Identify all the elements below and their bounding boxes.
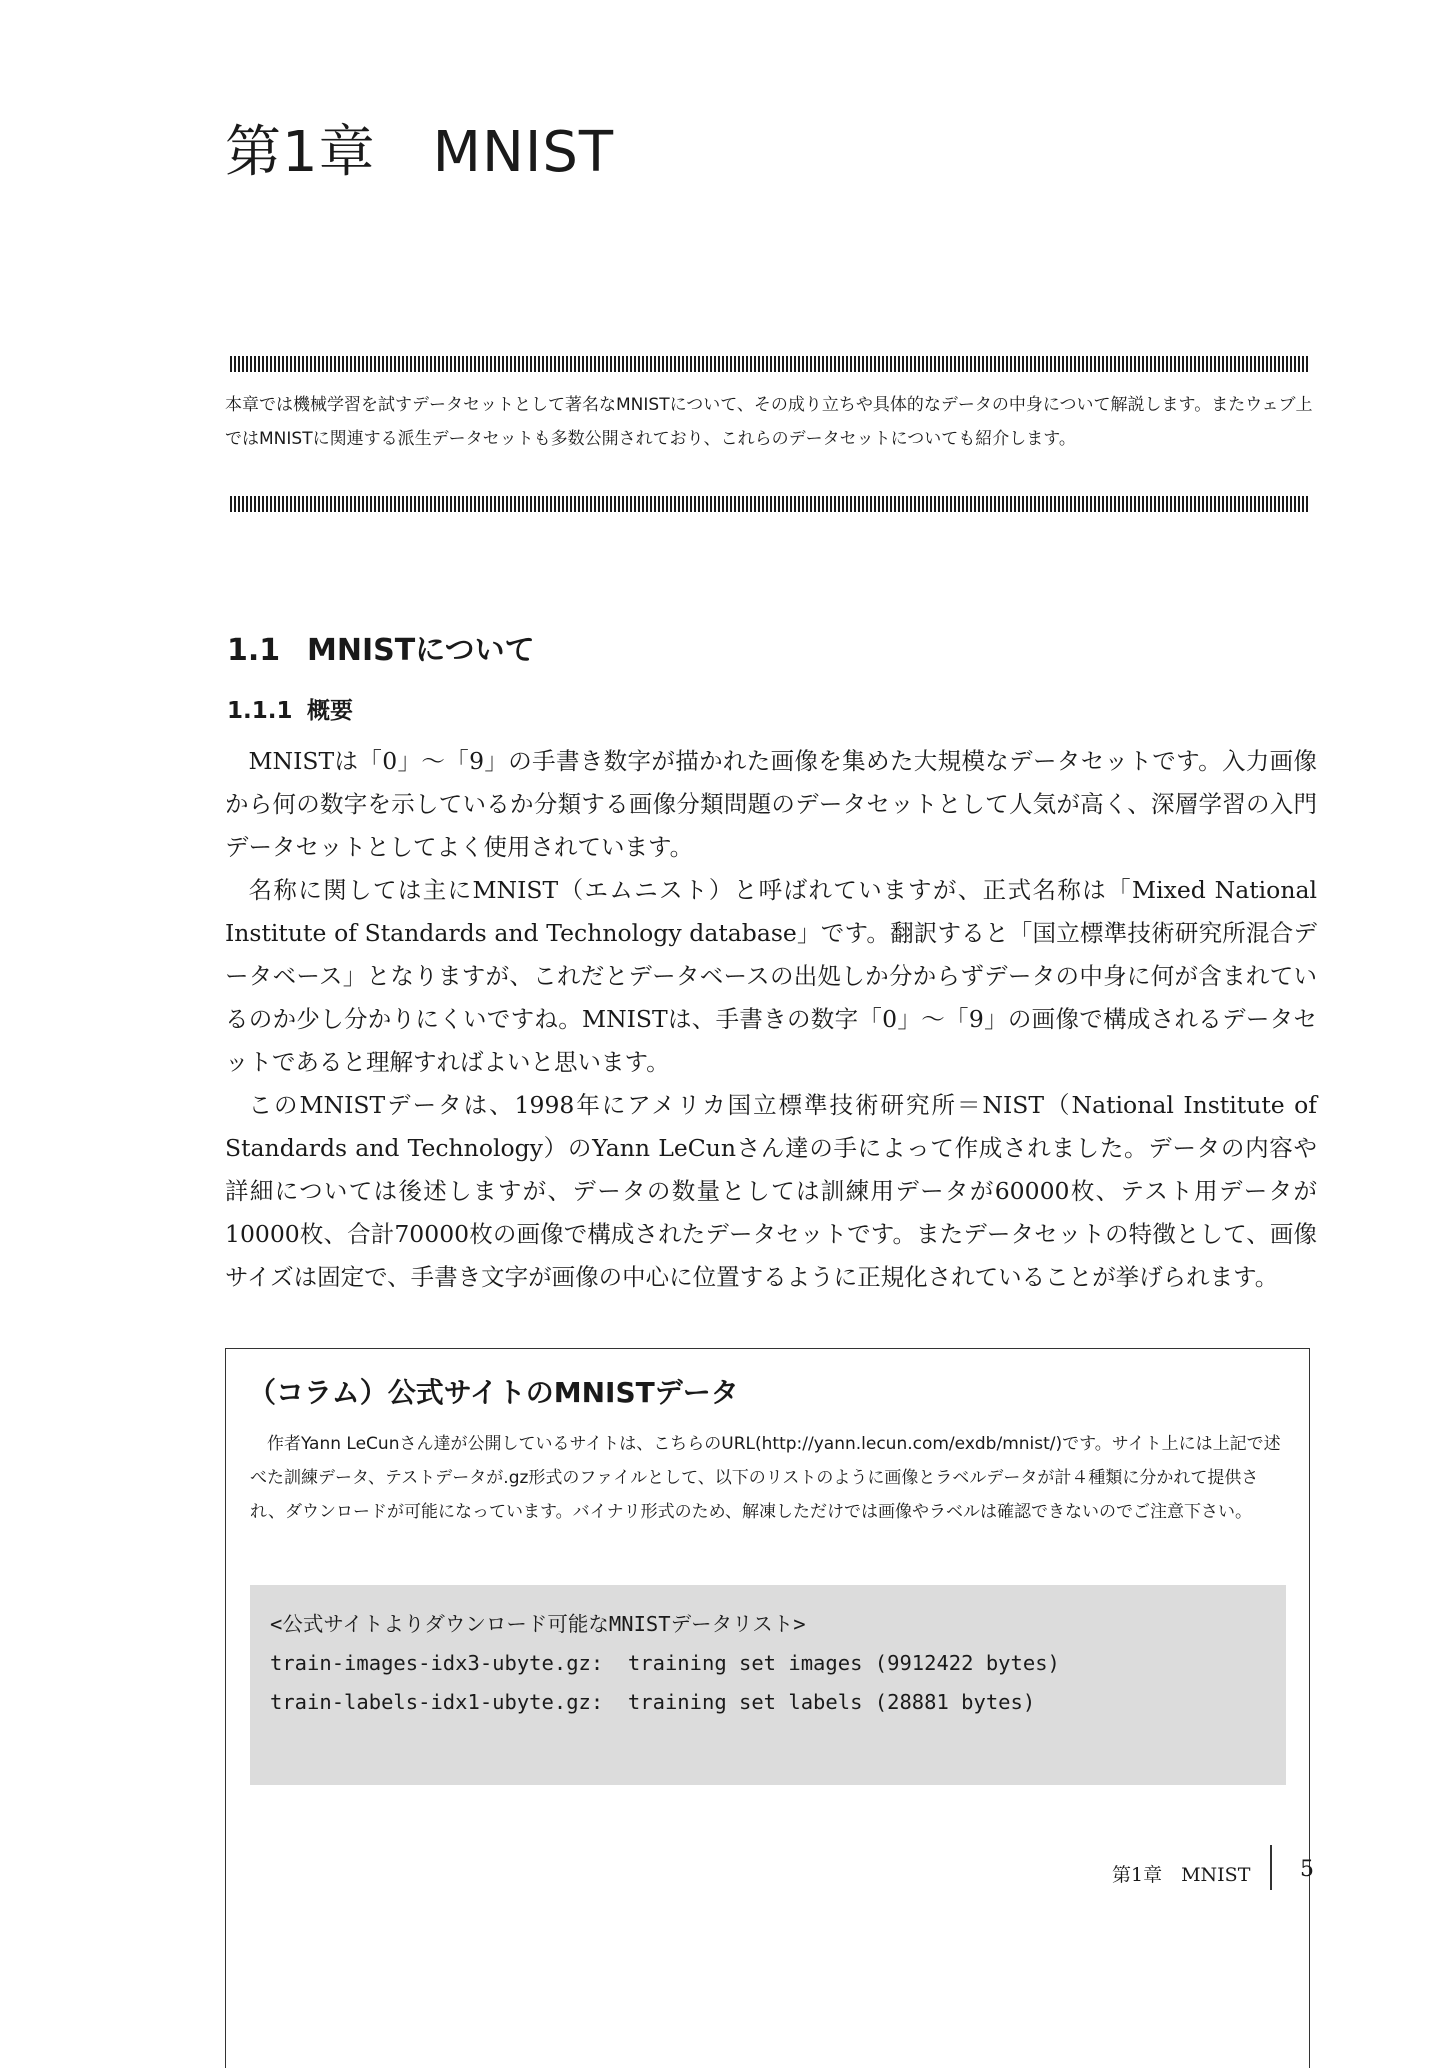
footer-chapter: 第1章 MNIST [1112,1864,1251,1886]
paragraph: このMNISTデータは、1998年にアメリカ国立標準技術研究所＝NIST（National Institute of Standards and Technology）のYann LeCunさん達の手によって作成されました。データの内容や詳細については後述しますが、データの数量としては訓練用データが60000枚、テスト用データが10000枚、合計70000枚の画像で構成されたデータセットです。またデータセットの特徴として、画像サイズは固定で、手書き文字が画像の中心に位置するように正規化されていることが挙げられます。 [225,1091,1317,1291]
page-number: 5 [1300,1857,1314,1882]
abstract-bottom-rule [230,496,1310,512]
abstract-top-rule [230,356,1310,372]
section-title-text: MNISTについて [307,633,535,668]
section-number: 1.1 [227,633,281,668]
code-line: train-images-idx3-ubyte.gz: training set images (9912422 bytes) [270,1651,1060,1675]
column-box [225,1348,1310,2068]
column-title: （コラム）公式サイトのMNISTデータ [248,1376,739,1409]
body-text [225,740,1317,1299]
code-block [250,1585,1286,1785]
code-line: train-labels-idx1-ubyte.gz: training set labels (28881 bytes) [270,1690,1036,1714]
paragraph: MNISTは「0」～「9」の手書き数字が描かれた画像を集めた大規模なデータセットです。入力画像から何の数字を示しているか分類する画像分類問題のデータセットとして人気が高く、深層学習の入門データセットとしてよく使用されています。 [225,747,1317,861]
chapter-title: 第1章 MNIST [225,120,615,185]
subsection-title [227,692,353,725]
column-text: 作者Yann LeCunさん達が公開しているサイトは、こちらのURL(http://yann.lecun.com/exdb/mnist/)です。サイト上には上記で述べた訓練データ、テストデータが.gz形式のファイルとして、以下のリストのように画像とラベルデータが計４種類に分かれて提供され、ダウンロードが可能になっています。バイナリ形式のため、解凍しただけでは画像やラベルは確認できないのでご注意下さい。 [250,1434,1281,1522]
subsection-number: 1.1.1 [227,698,293,724]
chapter-abstract: 本章では機械学習を試すデータセットとして著名なMNISTについて、その成り立ちや具体的なデータの中身について解説します。またウェブ上ではMNISTに関連する派生データセットも多数公開されており、これらのデータセットについても紹介します。 [225,395,1313,449]
subsection-title-text: 概要 [307,698,353,724]
footer-divider [1270,1845,1272,1890]
code-line: <公式サイトよりダウンロード可能なMNISTデータリスト> [270,1612,806,1636]
paragraph: 名称に関しては主にMNIST（エムニスト）と呼ばれていますが、正式名称は「Mixed National Institute of Standards and Technology database」です。翻訳すると「国立標準技術研究所混合データベース」となりますが、これだとデータベースの出処しか分からずデータの中身に何が含まれているのか少し分かりにくいですね。MNISTは、手書きの数字「0」～「9」の画像で構成されるデータセットであると理解すればよいと思います。 [225,876,1317,1076]
section-title [227,625,535,669]
